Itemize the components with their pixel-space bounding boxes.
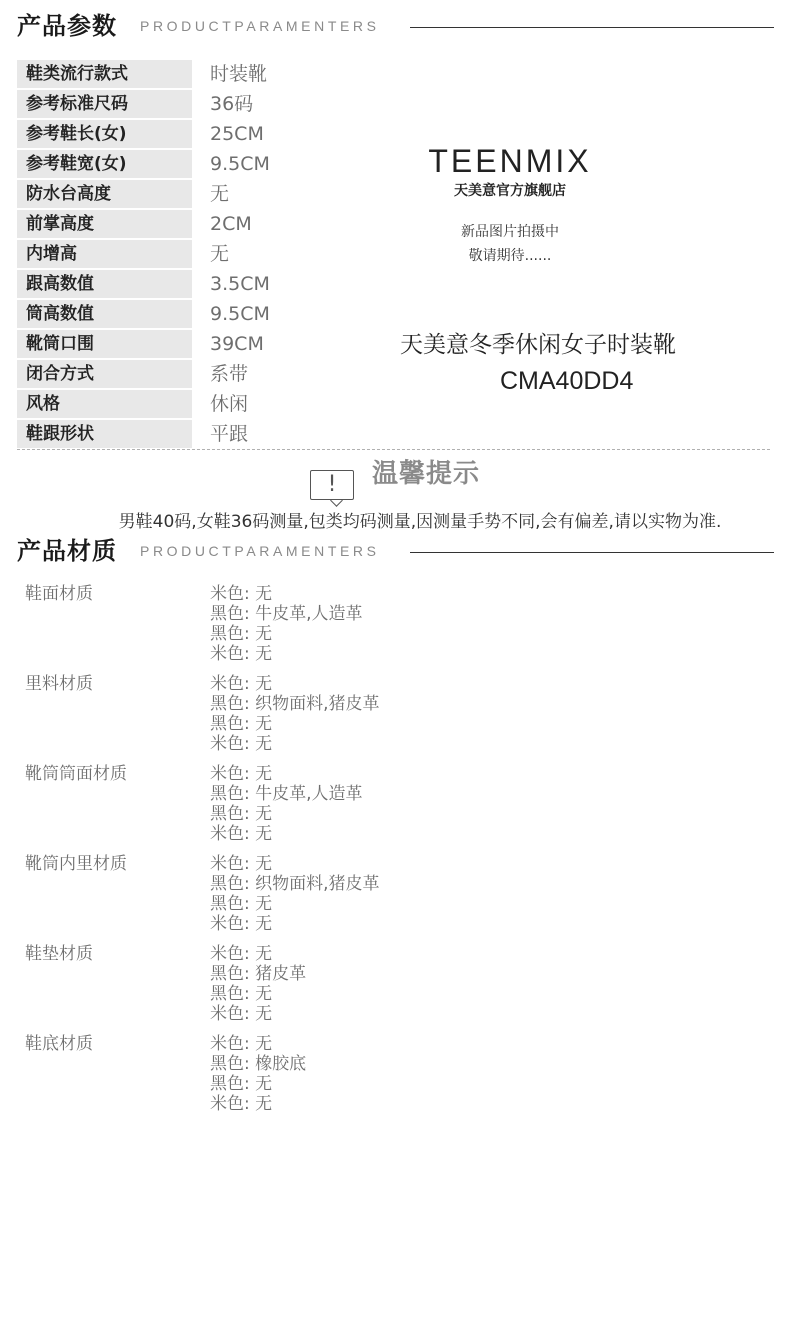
param-value: 休闲: [210, 393, 249, 415]
param-value: 无: [210, 243, 230, 265]
param-row: [17, 270, 387, 300]
material-value: 黑色: 无: [210, 624, 273, 644]
material-value: 米色: 无: [210, 914, 273, 934]
material-value: 黑色: 无: [210, 714, 273, 734]
param-row: [17, 150, 387, 180]
material-value: 米色: 无: [210, 1004, 273, 1024]
material-values: [210, 1034, 306, 1114]
product-code: CMA40DD4: [500, 367, 634, 395]
param-row: [17, 120, 387, 150]
brand-store-name: 天美意官方旗舰店: [454, 183, 566, 199]
material-value: 米色: 无: [210, 584, 273, 604]
material-values: [210, 584, 363, 664]
material-group: [25, 944, 625, 1034]
param-row: [17, 60, 387, 90]
material-group: [25, 764, 625, 854]
material-value: 黑色: 无: [210, 1074, 273, 1094]
product-name: 天美意冬季休闲女子时装靴: [400, 332, 676, 358]
param-value: 3.5CM: [210, 273, 270, 295]
material-value: 米色: 无: [210, 674, 273, 694]
params-table: [17, 60, 387, 450]
material-group: [25, 674, 625, 764]
param-label: 防水台高度: [17, 180, 192, 208]
material-value: 米色: 无: [210, 1094, 273, 1114]
param-row: [17, 390, 387, 420]
material-value: 黑色: 无: [210, 894, 273, 914]
param-row: [17, 90, 387, 120]
brand-logo: TEENMIX: [428, 143, 592, 179]
param-value: 9.5CM: [210, 303, 270, 325]
material-group: [25, 584, 625, 674]
param-value: 无: [210, 183, 230, 205]
material-value: 米色: 无: [210, 644, 273, 664]
param-label: 鞋类流行款式: [17, 60, 192, 88]
param-label: 风格: [17, 390, 192, 418]
material-label: 里料材质: [25, 674, 93, 694]
section-title: 产品参数: [17, 12, 117, 40]
material-label: 靴筒筒面材质: [25, 764, 127, 784]
param-label: 参考标准尺码: [17, 90, 192, 118]
material-value: 米色: 无: [210, 944, 273, 964]
material-value: 黑色: 橡胶底: [210, 1054, 307, 1074]
section-subtitle: PRODUCTPARAMENTERS: [140, 18, 380, 34]
material-values: [210, 674, 380, 754]
material-value: 米色: 无: [210, 824, 273, 844]
material-label: 鞋底材质: [25, 1034, 93, 1054]
dashed-divider: [17, 449, 770, 450]
param-label: 靴筒口围: [17, 330, 192, 358]
param-row: [17, 210, 387, 240]
header-rule: [410, 27, 774, 28]
material-values: [210, 764, 363, 844]
material-value: 黑色: 织物面料,猪皮革: [210, 694, 380, 714]
material-value: 米色: 无: [210, 1034, 273, 1054]
param-label: 跟高数值: [17, 270, 192, 298]
material-values: [210, 944, 306, 1024]
material-value: 黑色: 织物面料,猪皮革: [210, 874, 380, 894]
photo-notice-sub: 敬请期待......: [468, 248, 552, 264]
param-value: 36码: [210, 93, 254, 115]
param-label: 筒高数值: [17, 300, 192, 328]
material-value: 米色: 无: [210, 854, 273, 874]
param-row: [17, 420, 387, 450]
exclamation-bubble-icon: !: [310, 470, 354, 500]
material-group: [25, 854, 625, 944]
param-row: [17, 240, 387, 270]
tip-title: 温馨提示: [372, 459, 481, 489]
material-value: 黑色: 无: [210, 984, 273, 1004]
section-header-params: [17, 8, 774, 44]
photo-notice: 新品图片拍摄中: [461, 224, 559, 240]
param-label: 鞋跟形状: [17, 420, 192, 448]
material-group: [25, 1034, 625, 1124]
param-row: [17, 330, 387, 360]
material-value: 黑色: 牛皮革,人造革: [210, 784, 363, 804]
param-label: 参考鞋长(女): [17, 120, 192, 148]
material-value: 黑色: 无: [210, 804, 273, 824]
section-title: 产品材质: [17, 537, 117, 565]
param-label: 闭合方式: [17, 360, 192, 388]
material-values: [210, 854, 380, 934]
section-header-materials: [17, 533, 774, 569]
param-value: 平跟: [210, 423, 249, 445]
param-row: [17, 180, 387, 210]
param-label: 内增高: [17, 240, 192, 268]
material-label: 靴筒内里材质: [25, 854, 127, 874]
material-value: 黑色: 猪皮革: [210, 964, 307, 984]
param-label: 前掌高度: [17, 210, 192, 238]
tip-text: 男鞋40码,女鞋36码测量,包类均码测量,因测量手势不同,会有偏差,请以实物为准.: [118, 512, 722, 532]
param-value: 39CM: [210, 333, 264, 355]
section-subtitle: PRODUCTPARAMENTERS: [140, 543, 380, 559]
material-label: 鞋面材质: [25, 584, 93, 604]
material-value: 米色: 无: [210, 764, 273, 784]
materials-list: [25, 584, 625, 1124]
param-value: 25CM: [210, 123, 264, 145]
param-label: 参考鞋宽(女): [17, 150, 192, 178]
material-label: 鞋垫材质: [25, 944, 93, 964]
material-value: 黑色: 牛皮革,人造革: [210, 604, 363, 624]
material-value: 米色: 无: [210, 734, 273, 754]
param-value: 系带: [210, 363, 249, 385]
param-value: 2CM: [210, 213, 252, 235]
param-value: 时装靴: [210, 63, 268, 85]
param-value: 9.5CM: [210, 153, 270, 175]
param-row: [17, 300, 387, 330]
header-rule: [410, 552, 774, 553]
param-row: [17, 360, 387, 390]
